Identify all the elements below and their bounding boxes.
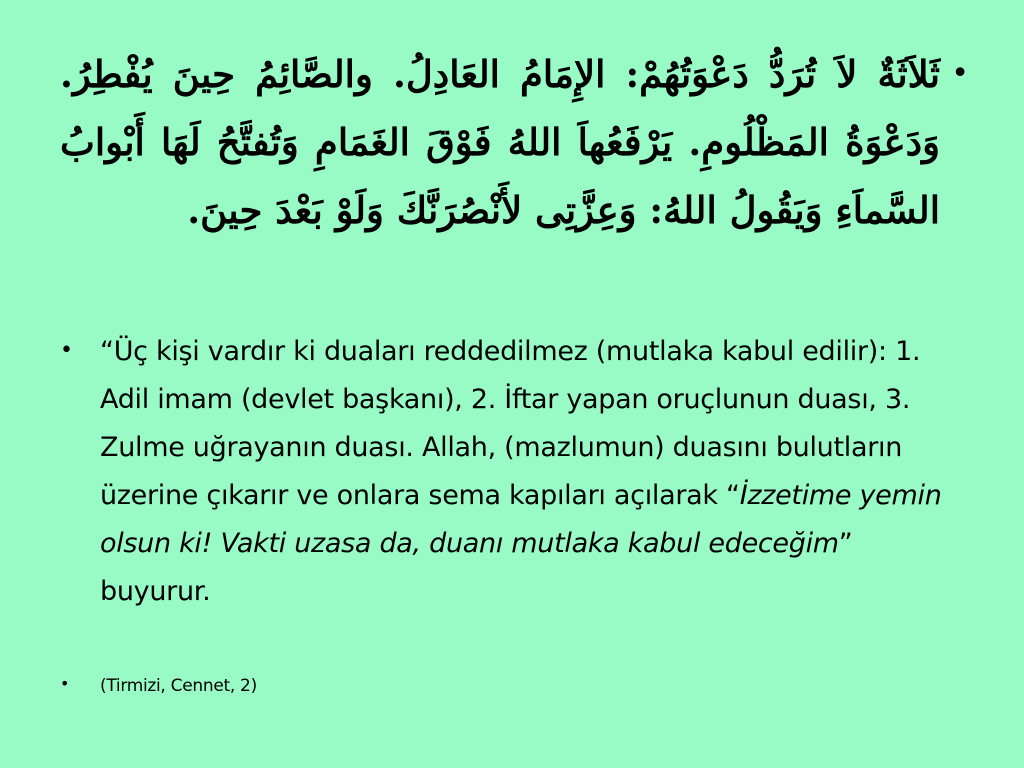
arabic-text: ثَلاَثَةٌ لاَ تُرَدُّ دَعْوَتُهُمْ: الإِمَامُ العَادِلُ. والصَّائِمُ حِينَ يُفْطِرُ. وَدَعْوَةُ المَظْلُومِ. يَرْفَعُهاَ اللهُ فَوْقَ الغَمَامِ وَتُفتَّحُ لَهَا أَبْوابُ السَّماَءِ وَيَقُولُ اللهُ: وَعِزَّتِى لأَنْصُرَنَّكَ وَلَوْ بَعْدَ حِينَ. bbox=[60, 52, 940, 232]
reference-bullet: • bbox=[60, 674, 70, 693]
turkish-bullet: • bbox=[60, 338, 73, 363]
turkish-text-before-quote: “Üç kişi vardır ki duaları reddedilmez (mutlaka kabul edilir): 1. Adil imam (devlet başkanı), 2. İftar yapan oruçlunun duası, 3. Zulme uğrayanın duası. Allah, (mazlumun) duasını bulutların üzerine çıkarır ve onlara sema kapıları açılarak “ bbox=[100, 336, 921, 511]
arabic-bullet: • bbox=[951, 56, 969, 91]
turkish-quote-italic: İzzetime yemin olsun ki! Vakti uzasa da, duanı mutlaka kabul edeceğim bbox=[100, 480, 942, 559]
turkish-translation-text bbox=[100, 328, 950, 616]
reference-item bbox=[60, 672, 950, 700]
arabic-hadith-text bbox=[60, 40, 980, 244]
turkish-text-after-quote: ” buyurur. bbox=[100, 528, 853, 607]
reference-text: (Tirmizi, Cennet, 2) bbox=[100, 676, 257, 696]
turkish-translation-item bbox=[60, 328, 950, 616]
